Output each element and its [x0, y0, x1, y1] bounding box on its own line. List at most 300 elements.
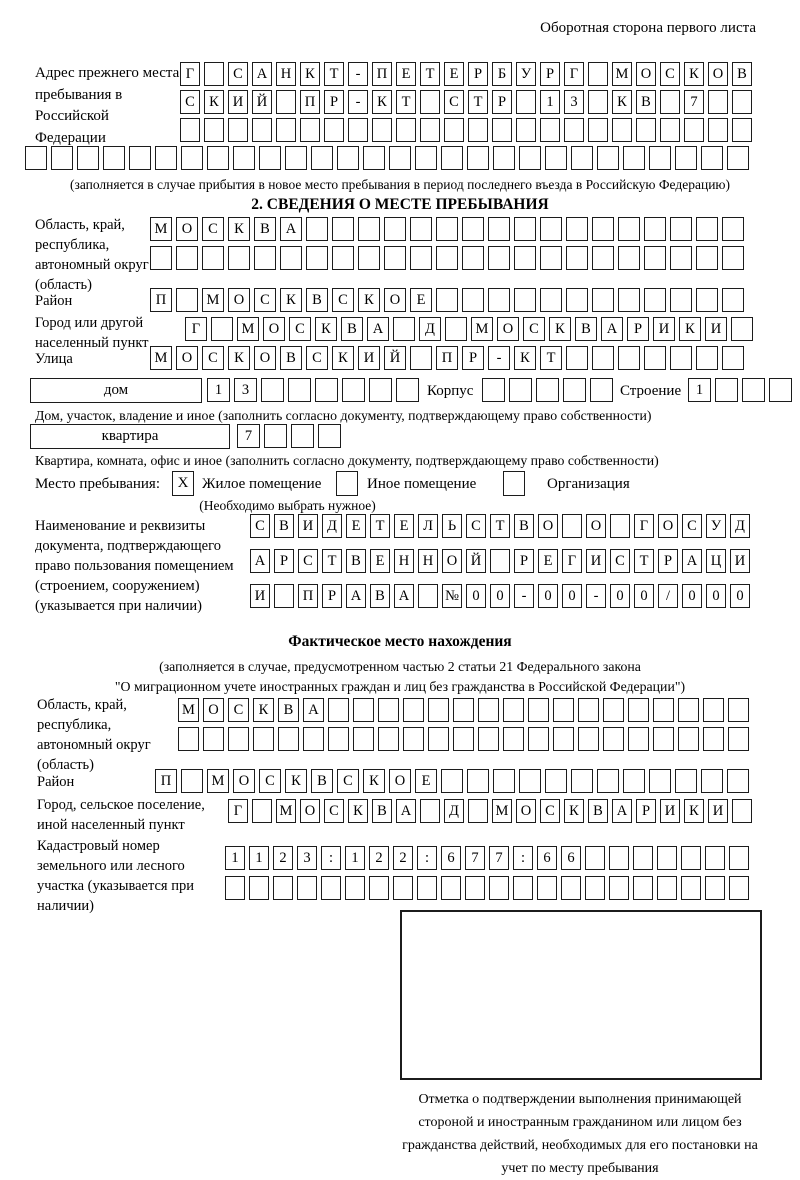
char-cell[interactable] [337, 146, 359, 170]
char-cell[interactable] [684, 118, 704, 142]
char-cell[interactable] [436, 217, 458, 241]
char-cell[interactable]: И [586, 549, 606, 573]
char-cell[interactable]: Е [415, 769, 437, 793]
char-cell[interactable]: К [684, 799, 704, 823]
char-cell[interactable] [769, 378, 792, 402]
char-cell[interactable] [436, 246, 458, 270]
char-cell[interactable]: Е [394, 514, 414, 538]
char-cell[interactable] [178, 727, 199, 751]
char-cell[interactable]: К [280, 288, 302, 312]
char-cell[interactable]: П [372, 62, 392, 86]
char-cell[interactable]: Т [370, 514, 390, 538]
char-cell[interactable]: 0 [610, 584, 630, 608]
char-cell[interactable]: К [285, 769, 307, 793]
char-cell[interactable]: Р [322, 584, 342, 608]
char-cell[interactable]: / [658, 584, 678, 608]
char-cell[interactable] [478, 727, 499, 751]
char-cell[interactable] [225, 876, 245, 900]
char-cell[interactable] [297, 876, 317, 900]
char-cell[interactable]: Е [410, 288, 432, 312]
char-cell[interactable] [233, 146, 255, 170]
char-cell[interactable] [318, 424, 341, 448]
char-cell[interactable] [670, 246, 692, 270]
char-cell[interactable] [489, 876, 509, 900]
char-cell[interactable] [321, 876, 341, 900]
char-cell[interactable]: - [514, 584, 534, 608]
char-cell[interactable]: К [549, 317, 571, 341]
char-cell[interactable] [311, 146, 333, 170]
char-cell[interactable] [488, 288, 510, 312]
char-cell[interactable]: С [610, 549, 630, 573]
char-cell[interactable] [540, 246, 562, 270]
char-cell[interactable] [490, 549, 510, 573]
char-cell[interactable] [410, 246, 432, 270]
char-cell[interactable] [417, 876, 437, 900]
char-cell[interactable] [77, 146, 99, 170]
char-cell[interactable] [332, 217, 354, 241]
char-cell[interactable]: 6 [441, 846, 461, 870]
char-cell[interactable]: Г [180, 62, 200, 86]
char-cell[interactable] [633, 876, 653, 900]
char-cell[interactable] [701, 146, 723, 170]
char-cell[interactable] [493, 146, 515, 170]
char-cell[interactable]: С [332, 288, 354, 312]
char-cell[interactable] [609, 846, 629, 870]
char-cell[interactable]: Р [658, 549, 678, 573]
char-cell[interactable]: М [178, 698, 199, 722]
char-cell[interactable] [528, 727, 549, 751]
char-cell[interactable]: 0 [562, 584, 582, 608]
char-cell[interactable] [306, 246, 328, 270]
char-cell[interactable] [204, 62, 224, 86]
char-cell[interactable]: 1 [225, 846, 245, 870]
char-cell[interactable]: П [155, 769, 177, 793]
char-cell[interactable]: Г [564, 62, 584, 86]
char-cell[interactable] [649, 146, 671, 170]
char-cell[interactable]: Р [514, 549, 534, 573]
char-cell[interactable] [488, 217, 510, 241]
char-cell[interactable]: К [363, 769, 385, 793]
char-cell[interactable] [332, 246, 354, 270]
char-cell[interactable] [571, 146, 593, 170]
char-cell[interactable] [204, 118, 224, 142]
char-cell[interactable] [253, 727, 274, 751]
char-cell[interactable]: В [732, 62, 752, 86]
char-cell[interactable]: О [708, 62, 728, 86]
char-cell[interactable]: С [289, 317, 311, 341]
char-cell[interactable]: К [332, 346, 354, 370]
char-cell[interactable] [509, 378, 532, 402]
char-cell[interactable]: С [250, 514, 270, 538]
char-cell[interactable] [566, 288, 588, 312]
char-cell[interactable]: С [259, 769, 281, 793]
char-cell[interactable] [453, 727, 474, 751]
char-cell[interactable] [588, 118, 608, 142]
char-cell[interactable]: Е [346, 514, 366, 538]
other-premises-checkbox[interactable] [336, 471, 358, 496]
char-cell[interactable]: 1 [688, 378, 711, 402]
char-cell[interactable] [612, 118, 632, 142]
char-cell[interactable] [176, 288, 198, 312]
char-cell[interactable]: О [442, 549, 462, 573]
char-cell[interactable] [610, 514, 630, 538]
char-cell[interactable]: В [346, 549, 366, 573]
char-cell[interactable]: Д [730, 514, 750, 538]
char-cell[interactable]: У [706, 514, 726, 538]
char-cell[interactable]: 7 [489, 846, 509, 870]
char-cell[interactable] [378, 698, 399, 722]
char-cell[interactable] [353, 698, 374, 722]
char-cell[interactable]: Л [418, 514, 438, 538]
char-cell[interactable]: Т [324, 62, 344, 86]
char-cell[interactable] [228, 118, 248, 142]
char-cell[interactable]: К [253, 698, 274, 722]
char-cell[interactable]: О [203, 698, 224, 722]
char-cell[interactable]: 0 [634, 584, 654, 608]
char-cell[interactable]: У [516, 62, 536, 86]
char-cell[interactable] [578, 698, 599, 722]
char-cell[interactable]: 1 [249, 846, 269, 870]
char-cell[interactable]: - [586, 584, 606, 608]
char-cell[interactable]: А [394, 584, 414, 608]
char-cell[interactable]: Р [274, 549, 294, 573]
char-cell[interactable]: О [263, 317, 285, 341]
char-cell[interactable] [276, 90, 296, 114]
char-cell[interactable]: С [228, 62, 248, 86]
char-cell[interactable] [727, 146, 749, 170]
char-cell[interactable] [729, 876, 749, 900]
char-cell[interactable] [249, 876, 269, 900]
char-cell[interactable] [609, 876, 629, 900]
char-cell[interactable]: А [682, 549, 702, 573]
dom-field-box[interactable]: дом [30, 378, 202, 403]
char-cell[interactable]: С [660, 62, 680, 86]
char-cell[interactable] [597, 769, 619, 793]
char-cell[interactable] [378, 727, 399, 751]
char-cell[interactable]: Р [627, 317, 649, 341]
char-cell[interactable]: В [588, 799, 608, 823]
char-cell[interactable] [513, 876, 533, 900]
char-cell[interactable]: О [538, 514, 558, 538]
char-cell[interactable]: В [341, 317, 363, 341]
char-cell[interactable] [722, 246, 744, 270]
char-cell[interactable] [288, 378, 311, 402]
char-cell[interactable] [280, 246, 302, 270]
char-cell[interactable] [276, 118, 296, 142]
organization-checkbox[interactable] [503, 471, 525, 496]
char-cell[interactable]: О [300, 799, 320, 823]
char-cell[interactable]: Ц [706, 549, 726, 573]
char-cell[interactable] [261, 378, 284, 402]
char-cell[interactable] [369, 378, 392, 402]
char-cell[interactable]: К [204, 90, 224, 114]
char-cell[interactable] [103, 146, 125, 170]
char-cell[interactable]: О [384, 288, 406, 312]
char-cell[interactable]: 0 [706, 584, 726, 608]
char-cell[interactable] [285, 146, 307, 170]
char-cell[interactable] [51, 146, 73, 170]
char-cell[interactable] [588, 62, 608, 86]
char-cell[interactable] [540, 118, 560, 142]
char-cell[interactable]: К [564, 799, 584, 823]
char-cell[interactable]: С [228, 698, 249, 722]
char-cell[interactable]: Р [492, 90, 512, 114]
char-cell[interactable] [563, 378, 586, 402]
char-cell[interactable]: - [348, 62, 368, 86]
char-cell[interactable] [418, 584, 438, 608]
char-cell[interactable]: С [444, 90, 464, 114]
char-cell[interactable]: Т [322, 549, 342, 573]
char-cell[interactable]: С [202, 346, 224, 370]
char-cell[interactable] [588, 90, 608, 114]
char-cell[interactable] [644, 288, 666, 312]
char-cell[interactable]: О [228, 288, 250, 312]
char-cell[interactable] [462, 246, 484, 270]
char-cell[interactable] [722, 288, 744, 312]
char-cell[interactable]: С [523, 317, 545, 341]
char-cell[interactable]: Р [324, 90, 344, 114]
char-cell[interactable] [618, 288, 640, 312]
char-cell[interactable]: А [612, 799, 632, 823]
char-cell[interactable]: О [497, 317, 519, 341]
char-cell[interactable] [181, 769, 203, 793]
kvartira-field-box[interactable]: квартира [30, 424, 230, 449]
char-cell[interactable]: П [300, 90, 320, 114]
char-cell[interactable] [592, 217, 614, 241]
char-cell[interactable] [696, 246, 718, 270]
char-cell[interactable] [701, 769, 723, 793]
char-cell[interactable] [488, 246, 510, 270]
char-cell[interactable]: С [324, 799, 344, 823]
char-cell[interactable]: Г [634, 514, 654, 538]
char-cell[interactable] [155, 146, 177, 170]
char-cell[interactable]: О [254, 346, 276, 370]
char-cell[interactable]: В [278, 698, 299, 722]
char-cell[interactable] [254, 246, 276, 270]
char-cell[interactable]: Т [420, 62, 440, 86]
char-cell[interactable] [300, 118, 320, 142]
char-cell[interactable] [649, 769, 671, 793]
char-cell[interactable]: В [311, 769, 333, 793]
char-cell[interactable] [519, 769, 541, 793]
char-cell[interactable] [441, 876, 461, 900]
char-cell[interactable] [403, 698, 424, 722]
char-cell[interactable]: О [586, 514, 606, 538]
dwelling-checkbox[interactable]: X [172, 471, 194, 496]
char-cell[interactable] [462, 288, 484, 312]
char-cell[interactable] [623, 769, 645, 793]
char-cell[interactable] [592, 246, 614, 270]
char-cell[interactable]: К [612, 90, 632, 114]
char-cell[interactable] [703, 727, 724, 751]
char-cell[interactable] [462, 217, 484, 241]
char-cell[interactable] [553, 727, 574, 751]
char-cell[interactable]: И [358, 346, 380, 370]
char-cell[interactable] [482, 378, 505, 402]
char-cell[interactable]: № [442, 584, 462, 608]
char-cell[interactable]: Ь [442, 514, 462, 538]
char-cell[interactable] [441, 146, 463, 170]
char-cell[interactable]: С [254, 288, 276, 312]
char-cell[interactable] [342, 378, 365, 402]
char-cell[interactable] [420, 118, 440, 142]
char-cell[interactable] [628, 698, 649, 722]
char-cell[interactable] [653, 698, 674, 722]
char-cell[interactable]: 1 [207, 378, 230, 402]
char-cell[interactable]: М [471, 317, 493, 341]
char-cell[interactable] [274, 584, 294, 608]
char-cell[interactable]: Т [490, 514, 510, 538]
char-cell[interactable] [742, 378, 765, 402]
char-cell[interactable] [657, 876, 677, 900]
char-cell[interactable] [653, 727, 674, 751]
char-cell[interactable]: Т [468, 90, 488, 114]
char-cell[interactable] [628, 727, 649, 751]
char-cell[interactable] [657, 846, 677, 870]
char-cell[interactable] [393, 876, 413, 900]
char-cell[interactable] [503, 727, 524, 751]
char-cell[interactable] [345, 876, 365, 900]
char-cell[interactable]: А [250, 549, 270, 573]
char-cell[interactable] [561, 876, 581, 900]
char-cell[interactable] [384, 246, 406, 270]
char-cell[interactable]: М [612, 62, 632, 86]
char-cell[interactable] [259, 146, 281, 170]
char-cell[interactable]: С [202, 217, 224, 241]
char-cell[interactable] [150, 246, 172, 270]
char-cell[interactable] [428, 698, 449, 722]
char-cell[interactable] [728, 698, 749, 722]
char-cell[interactable] [514, 217, 536, 241]
char-cell[interactable] [420, 799, 440, 823]
char-cell[interactable] [306, 217, 328, 241]
char-cell[interactable] [415, 146, 437, 170]
char-cell[interactable]: Е [538, 549, 558, 573]
char-cell[interactable] [410, 346, 432, 370]
char-cell[interactable]: А [601, 317, 623, 341]
char-cell[interactable] [705, 876, 725, 900]
char-cell[interactable] [441, 769, 463, 793]
char-cell[interactable]: К [228, 346, 250, 370]
char-cell[interactable]: О [176, 217, 198, 241]
char-cell[interactable]: 0 [466, 584, 486, 608]
char-cell[interactable] [273, 876, 293, 900]
char-cell[interactable]: А [367, 317, 389, 341]
char-cell[interactable]: В [636, 90, 656, 114]
char-cell[interactable] [252, 118, 272, 142]
char-cell[interactable] [633, 846, 653, 870]
char-cell[interactable] [129, 146, 151, 170]
char-cell[interactable]: О [176, 346, 198, 370]
char-cell[interactable]: Е [370, 549, 390, 573]
char-cell[interactable]: И [228, 90, 248, 114]
char-cell[interactable] [727, 769, 749, 793]
char-cell[interactable]: 1 [345, 846, 365, 870]
char-cell[interactable] [389, 146, 411, 170]
char-cell[interactable]: 7 [465, 846, 485, 870]
char-cell[interactable]: Р [462, 346, 484, 370]
char-cell[interactable] [670, 288, 692, 312]
char-cell[interactable]: М [150, 346, 172, 370]
char-cell[interactable]: 7 [684, 90, 704, 114]
char-cell[interactable]: И [730, 549, 750, 573]
char-cell[interactable] [585, 876, 605, 900]
char-cell[interactable] [678, 727, 699, 751]
char-cell[interactable] [315, 378, 338, 402]
char-cell[interactable] [445, 317, 467, 341]
char-cell[interactable] [207, 146, 229, 170]
char-cell[interactable] [618, 246, 640, 270]
char-cell[interactable] [545, 146, 567, 170]
char-cell[interactable] [514, 288, 536, 312]
char-cell[interactable]: Р [636, 799, 656, 823]
char-cell[interactable]: К [228, 217, 250, 241]
char-cell[interactable]: М [276, 799, 296, 823]
char-cell[interactable]: Й [384, 346, 406, 370]
char-cell[interactable] [467, 769, 489, 793]
char-cell[interactable]: Т [540, 346, 562, 370]
char-cell[interactable] [618, 346, 640, 370]
char-cell[interactable]: К [514, 346, 536, 370]
char-cell[interactable] [516, 90, 536, 114]
char-cell[interactable] [644, 346, 666, 370]
char-cell[interactable]: Т [396, 90, 416, 114]
char-cell[interactable] [705, 846, 725, 870]
char-cell[interactable]: Д [419, 317, 441, 341]
char-cell[interactable] [578, 727, 599, 751]
char-cell[interactable] [540, 217, 562, 241]
char-cell[interactable] [467, 146, 489, 170]
char-cell[interactable] [675, 769, 697, 793]
char-cell[interactable]: П [150, 288, 172, 312]
char-cell[interactable] [553, 698, 574, 722]
char-cell[interactable]: 3 [297, 846, 317, 870]
char-cell[interactable] [324, 118, 344, 142]
char-cell[interactable] [264, 424, 287, 448]
char-cell[interactable] [562, 514, 582, 538]
char-cell[interactable] [519, 146, 541, 170]
char-cell[interactable]: К [348, 799, 368, 823]
char-cell[interactable] [291, 424, 314, 448]
char-cell[interactable]: М [202, 288, 224, 312]
char-cell[interactable]: И [298, 514, 318, 538]
char-cell[interactable]: С [337, 769, 359, 793]
char-cell[interactable]: Д [322, 514, 342, 538]
char-cell[interactable] [303, 727, 324, 751]
char-cell[interactable] [590, 378, 613, 402]
char-cell[interactable]: 2 [369, 846, 389, 870]
char-cell[interactable]: А [303, 698, 324, 722]
char-cell[interactable]: Н [394, 549, 414, 573]
char-cell[interactable] [696, 346, 718, 370]
char-cell[interactable] [603, 727, 624, 751]
char-cell[interactable]: Е [444, 62, 464, 86]
char-cell[interactable] [644, 217, 666, 241]
char-cell[interactable]: - [348, 90, 368, 114]
char-cell[interactable] [180, 118, 200, 142]
char-cell[interactable] [592, 288, 614, 312]
char-cell[interactable] [670, 346, 692, 370]
char-cell[interactable]: С [540, 799, 560, 823]
char-cell[interactable] [585, 846, 605, 870]
char-cell[interactable] [597, 146, 619, 170]
char-cell[interactable] [363, 146, 385, 170]
char-cell[interactable]: Г [228, 799, 248, 823]
char-cell[interactable]: 6 [561, 846, 581, 870]
char-cell[interactable]: М [150, 217, 172, 241]
char-cell[interactable]: 0 [490, 584, 510, 608]
char-cell[interactable] [708, 90, 728, 114]
